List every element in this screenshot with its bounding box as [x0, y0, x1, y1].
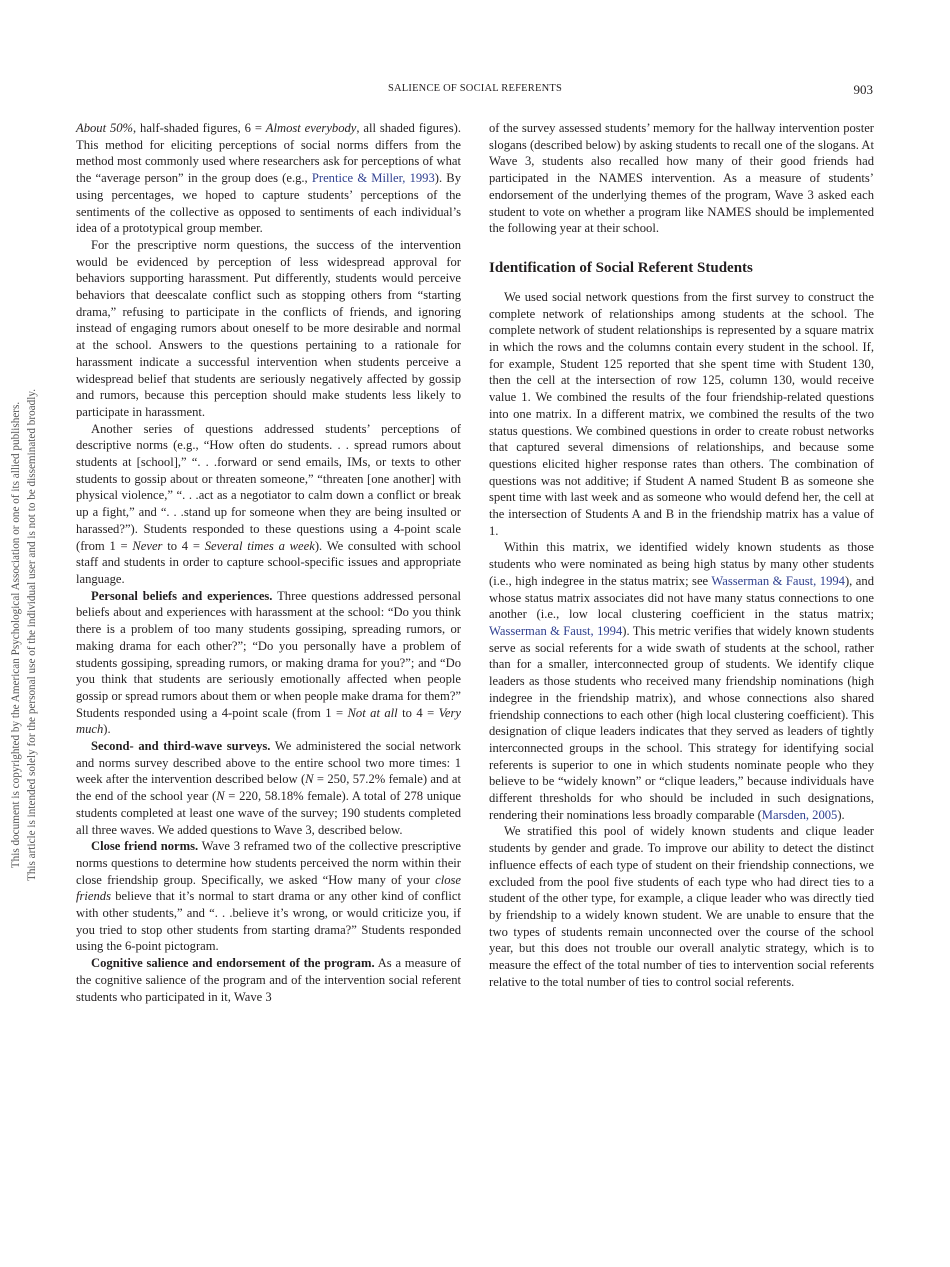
left-column: [76, 120, 461, 1005]
text: We administered the social network and norms survey described above to the entire school two more times: 1 week after the intervention described below (: [76, 739, 461, 787]
italic-text: Very much: [76, 705, 461, 737]
text: to 4 =: [162, 538, 205, 553]
text: ).: [103, 722, 111, 737]
paragraph: [76, 955, 461, 1005]
citation-link[interactable]: Prentice & Miller, 1993: [311, 171, 435, 186]
italic-text: Not at all: [347, 705, 398, 720]
italic-text: N: [216, 789, 225, 804]
text: ). We consulted with school staff and students in order to capture school-specific issues and appropriate language.: [76, 538, 461, 586]
run-in-heading: Close friend norms.: [91, 839, 199, 854]
text: , half-shaded figures, 6 =: [133, 121, 266, 135]
paragraph: We stratified this pool of widely known students and clique leader students by gender and grade. To improve our ability to detect the distinct influence effects of each type of student on their friendship connections, we excluded from the pool five students of each type who had direct ties to a student of the other type, for example, a clique leader who was directly tied by friendship to a widely known student. We are unable to ensure that the two types of students remain unconnected over the course of the school year, but this does not trouble our overall analytic strategy, which is to measure the effect of the total number of ties to intervention social referents relative to the total number of ties to control social referents.: [489, 824, 874, 989]
copyright-notice-line-1: This document is copyrighted by the American Psychological Association or one of its allied publishers.: [10, 401, 22, 869]
paragraph: of the survey assessed students’ memory for the hallway intervention poster slogans (described below) by asking students to recall one of the slogans. At Wave 3, students also recalled how many of their good friends had participated in the NAMES intervention. As a measure of students’ endorsement of the underlying themes of the program, Wave 3 asked each student to vote on whether a program like NAMES should be implemented the following year at their school.: [489, 121, 874, 236]
paragraph: [76, 421, 461, 588]
italic-text: close friends: [76, 872, 461, 904]
run-in-heading: Personal beliefs and experiences.: [91, 588, 273, 603]
page-number: 903: [853, 82, 873, 97]
italic-text: Several times a week: [204, 538, 315, 553]
text: Within this matrix, we identified widely known students as those students who were nominated as being high status by many other students (i.e., high indegree in the status matrix; see: [489, 540, 874, 588]
italic-text: N: [305, 772, 314, 787]
italic-text: Never: [132, 538, 163, 553]
text: Another series of questions addressed students’ perceptions of descriptive norms (e.g., “How often do students. . . spread rumors about students at [school],” “. . .forward or send emails, IMs, or texts to other students to gossip about or threaten someone,” “threaten [one another] with physical violence,” “. . .act as a negotiator to calm down a conflict or break up a fight,” and “. . .stand up for someone when they are being insulted or harassed?”). Students responded to these questions using a 4-point scale (from 1 =: [76, 421, 461, 553]
paragraph: We used social network questions from the first survey to construct the complete network of relationships among students at the school. The complete network of student relationships is represented by a square matrix in which the rows and the columns contain every student in the school. If, for example, Student 125 reported that she spent time with Student 130, then the cell at the intersection of row 125, column 130, would receive value 1. We combined the results of the four friendship-related questions into one matrix. In a different matrix, we combined the results of the two status questions. We combined questions in order to create robust networks that captured several dimensions of relationships, and because some questions elicited higher response rates than others. The combination of questions was not additive; if Student A named Student B as someone she spent time with last week and as someone who would defend her, the cell at the intersection of Students A and B in the friendship matrix has a value of 1.: [489, 289, 874, 538]
text: As a measure of the cognitive salience of the program and of the intervention social referent students who participated in it, Wave 3: [76, 956, 462, 1004]
text: = 220, 58.18% female). A total of 278 unique students completed at least one wave of the survey; 190 students completed all three waves. We added questions to Wave 3, described below.: [76, 789, 461, 837]
run-in-heading: Second- and third-wave surveys.: [91, 739, 271, 754]
text: Wave 3 reframed two of the collective prescriptive norms questions to determine how students perceived the norm within their close friendship group. Specifically, we asked “How many of your: [76, 839, 461, 887]
italic-text: Almost everybody: [265, 121, 357, 135]
copyright-notice: [8, 350, 44, 920]
paragraph: [76, 838, 461, 955]
paragraph: [76, 120, 461, 237]
text: = 250, 57.2% female) and at the end of the school year (: [76, 772, 461, 804]
italic-text: About 50%: [76, 121, 134, 135]
citation-link[interactable]: Wasserman & Faust, 1994: [489, 623, 623, 638]
citation-link[interactable]: Wasserman & Faust, 1994: [711, 573, 845, 588]
right-column: [489, 120, 874, 990]
text: ), and whose status matrix associates did not have many status connections to one another (i.e., low local clustering coefficient in the status matrix;: [489, 573, 874, 622]
citation-link[interactable]: Marsden, 2005: [761, 807, 838, 822]
text: , all shaded figures). This method for eliciting perceptions of social norms differs from the method most commonly used where researchers ask for perceptions of what the “average person” in the group does (e.g.,: [76, 121, 462, 186]
paragraph: [489, 539, 874, 823]
text: ).: [837, 807, 845, 822]
copyright-notice-line-2: This article is intended solely for the personal use of the individual user and is not to be disseminated broadly.: [26, 388, 38, 882]
paragraph: [76, 738, 461, 838]
text: believe that it’s normal to start drama or any other kind of conflict with other students,” and “. . .believe it’s wrong, or would criticize you, if you tried to stop other students from starting drama?” Students responded using the 6-point pictogram.: [76, 889, 461, 954]
text: to 4 =: [397, 705, 439, 720]
running-head: SALIENCE OF SOCIAL REFERENTS: [387, 83, 563, 94]
text: ). This metric verifies that widely known students serve as social referents for a wide swath of students at the school, rather than for a smaller, interconnected group of students. We identify clique leaders as those students who received many friendship nominations (high indegree in the friendship matrix), and whose connections also shared friendship connections to each other (high local clustering coefficient). This designation of clique leaders indicates that they served as leaders of tightly interconnected groups in the school. This strategy for identifying social referents is superior to one in which students nominate people who they believe to be “widely known” or “clique leaders,” because individuals have different thresholds for who should be included in such designations, rendering their nominations less broadly comparable (: [489, 623, 874, 822]
paragraph: For the prescriptive norm questions, the success of the intervention would be evidenced by perception of less widespread approval for behaviors supporting harassment. Put differently, students would perceive behaviors that deescalate conflict such as stopping others from “starting drama,” refusing to participate in the conflicts of friends, and ignoring instead of engaging rumors about oneself to be more desirable and normal at the school. Answers to the questions pertaining to a rationale for harassment indicate a successful intervention when students perceive a widespread belief that students are seriously negatively affected by gossip and rumors, because this perception should make students less likely to participate in harassment.: [76, 237, 461, 419]
run-in-heading: Cognitive salience and endorsement of the program.: [91, 956, 375, 971]
text: Three questions addressed personal beliefs about and experiences with harassment at the school: “Do you think there is a problem of too many students gossiping, spreading rumors, or making drama for each other?”; “Do you personally have a problem of students gossiping, spreading rumors, or making drama for you?”; and “Do you think that students are seriously emotionally affected when people gossip or spread rumors about them or when people make drama for them?” Students responded using a 4-point scale (from 1 =: [76, 588, 461, 720]
section-heading: Identification of Social Referent Students: [489, 259, 753, 276]
text: ). By using percentages, we hoped to capture students’ perceptions of the sentiments of the collective as opposed to sentiments of each individual’s idea of a prototypical group member.: [76, 171, 461, 236]
paragraph: [76, 588, 461, 738]
